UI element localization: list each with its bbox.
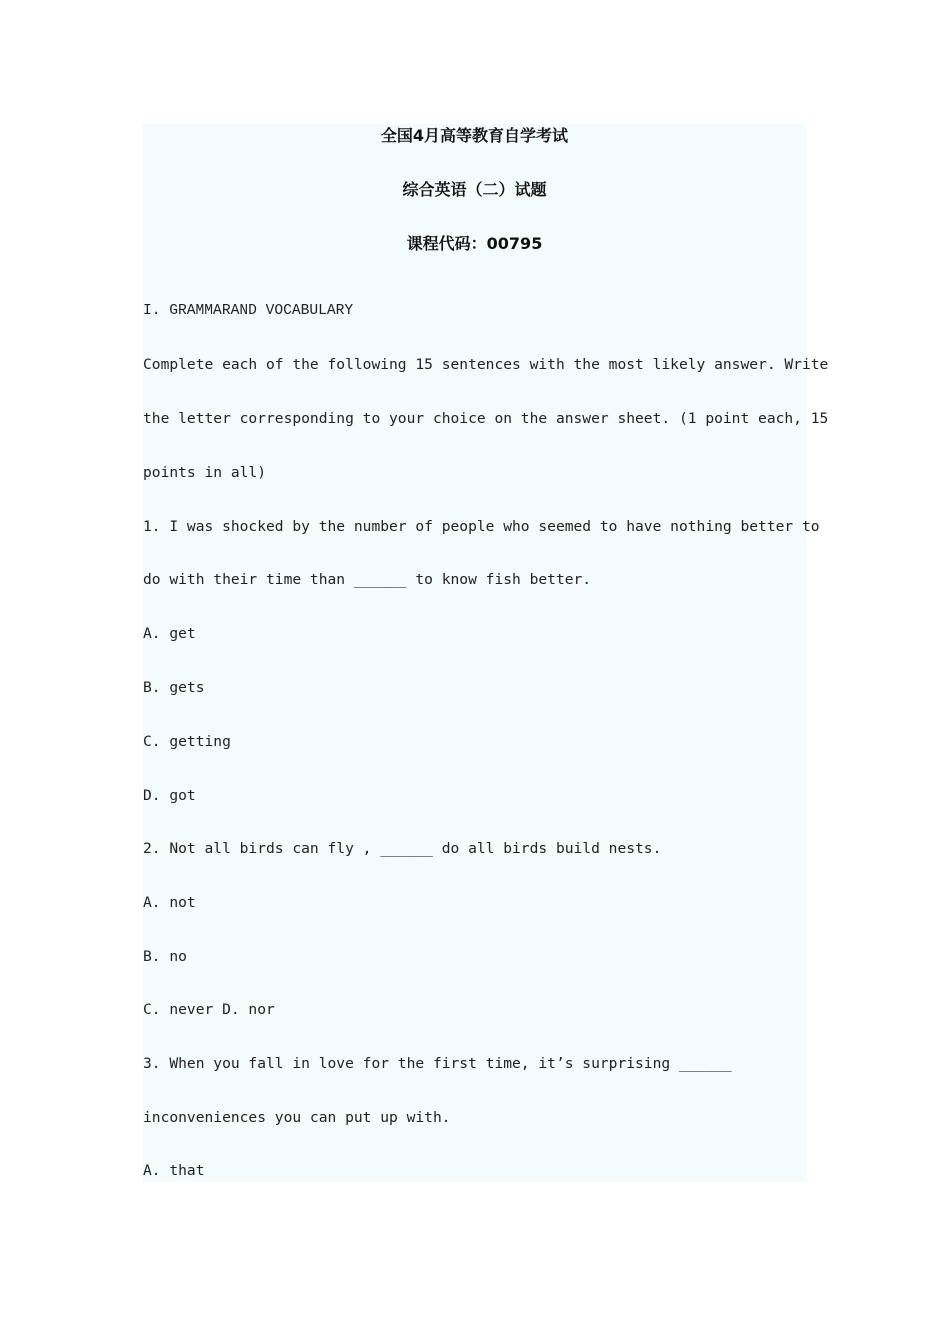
instruction-line: the letter corresponding to your choice on the answer sheet. (1 point each, 15 — [143, 410, 829, 427]
question-3-stem: inconveniences you can put up with. — [143, 1109, 451, 1126]
document-page — [143, 124, 829, 1182]
question-1-option: A. get — [143, 625, 196, 642]
question-1-option: C. getting — [143, 733, 231, 750]
instruction-line: points in all) — [143, 464, 267, 481]
question-1-option: D. got — [143, 787, 196, 804]
question-2-stem: 2. Not all birds can fly , ______ do all birds build nests. — [143, 840, 662, 857]
question-2-option: C. never D. nor — [143, 1001, 275, 1018]
question-2-option: B. no — [143, 948, 187, 965]
course-code: 课程代码：00795 — [406, 234, 543, 253]
question-3-option: A. that — [143, 1162, 205, 1179]
exam-title: 全国4月高等教育自学考试 — [380, 126, 569, 145]
question-2-option: A. not — [143, 894, 196, 911]
question-1-option: B. gets — [143, 679, 205, 696]
section-title: I. GRAMMARAND VOCABULARY — [143, 303, 354, 319]
question-1-stem: 1. I was shocked by the number of people who seemed to have nothing better to — [143, 518, 820, 535]
question-1-stem: do with their time than ______ to know fish better. — [143, 571, 592, 588]
exam-subtitle: 综合英语（二）试题 — [402, 180, 547, 199]
question-3-stem: 3. When you fall in love for the first time, it’s surprising ______ — [143, 1055, 732, 1072]
instruction-line: Complete each of the following 15 sentences with the most likely answer. Write — [143, 356, 829, 373]
